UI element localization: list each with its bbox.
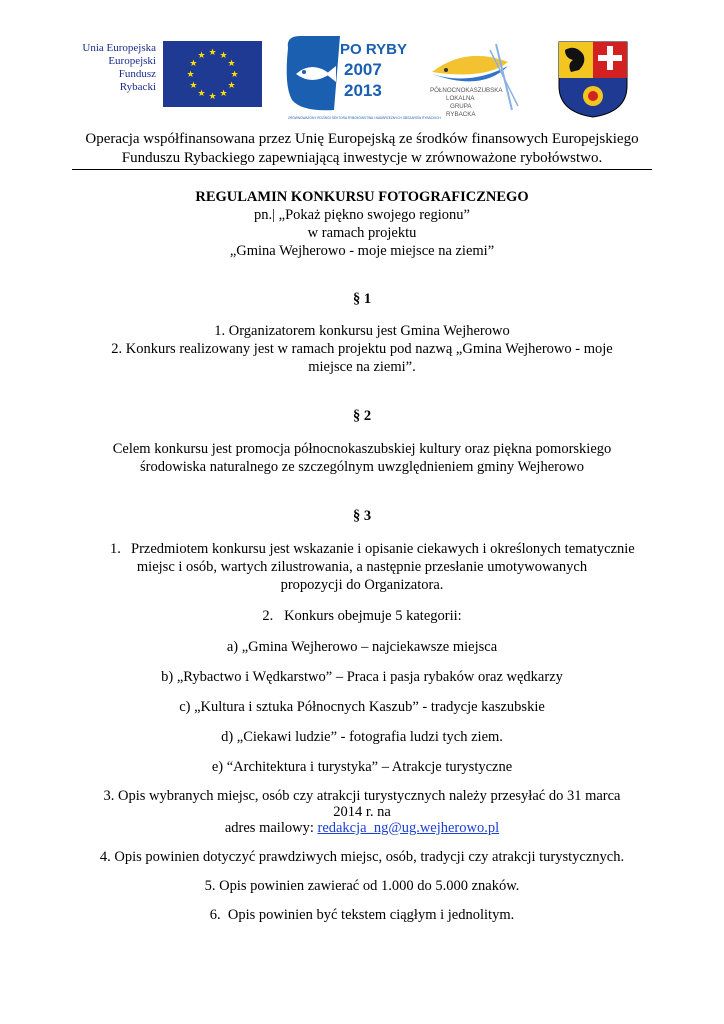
list-number: 1.	[110, 541, 121, 557]
section2-text: Celem konkursu jest promocja północnokaszubskiej kultury oraz piękna pomorskiego	[112, 441, 612, 457]
section1-item: 2. Konkurs realizowany jest w ramach projektu pod nazwą „Gmina Wejherowo - moje	[111, 341, 613, 357]
section1-item-cont: miejsce na ziemi”.	[308, 359, 416, 375]
poryby-title: PO RYBY	[340, 41, 407, 58]
star-icon: ★	[219, 49, 228, 60]
section1-item: 1. Organizatorem konkursu jest Gmina Wejherowo	[214, 323, 510, 339]
eu-fund-line: Unia Europejska	[82, 42, 156, 54]
section3-item-cont: propozycji do Organizatora.	[280, 577, 444, 593]
section-heading: § 1	[352, 291, 372, 307]
eu-fund-line: Europejski	[108, 55, 156, 67]
star-icon: ★	[208, 47, 217, 57]
star-icon: ★	[219, 88, 228, 99]
header-divider	[72, 169, 652, 170]
star-icon: ★	[227, 58, 236, 68]
lgr-logo	[426, 40, 522, 120]
project-name: „Gmina Wejherowo - moje miejsce na ziemi”	[229, 243, 495, 259]
section3-item-cont: 2014 r. na	[333, 804, 391, 820]
contest-name: pn.| „Pokaż piękno swojego regionu”	[254, 207, 470, 223]
star-icon: ★	[189, 80, 198, 90]
co-financing-line: Funduszu Rybackiego zapewniającą inwestycje w zrównoważone rybołówstwo.	[121, 150, 603, 166]
category-item: e) “Architektura i turystyka” – Atrakcje turystyczne	[211, 759, 513, 775]
lgr-line: GRUPA	[450, 103, 472, 110]
section3-item: 5. Opis powinien zawierać od 1.000 do 5.000 znaków.	[204, 878, 520, 894]
co-financing-note	[40, 130, 684, 168]
section3-item: 2. Konkurs obejmuje 5 kategorii:	[262, 608, 462, 624]
lgr-line: RYBACKA	[446, 111, 476, 118]
section3-item: 3. Opis wybranych miejsc, osób czy atrakcji turystycznych należy przesyłać do 31 marca	[103, 788, 621, 804]
category-item: d) „Ciekawi ludzie” - fotografia ludzi tych ziem.	[221, 729, 503, 745]
lgr-line: LOKALNA	[446, 95, 475, 102]
eu-fund-line: Fundusz	[118, 68, 156, 80]
star-icon: ★	[186, 69, 195, 79]
coat-of-arms-icon	[557, 40, 629, 118]
section-heading: § 3	[352, 508, 372, 524]
lgr-line: PÓŁNOCNOKASZUBSKA	[430, 87, 503, 94]
section3-item: Przedmiotem konkursu jest wskazanie i opisanie ciekawych i określonych tematycznie	[131, 541, 635, 557]
star-icon: ★	[189, 58, 198, 68]
category-item: c) „Kultura i sztuka Północnych Kaszub” - tradycje kaszubskie	[179, 699, 545, 715]
email-line	[40, 819, 684, 837]
email-prefix: adres mailowy:	[224, 820, 318, 836]
email-link[interactable]: redakcja_ng@ug.wejherowo.pl	[317, 820, 500, 836]
section3-item: 6. Opis powinien być tekstem ciągłym i jednolitym.	[209, 907, 515, 923]
star-icon: ★	[197, 49, 206, 60]
star-icon: ★	[208, 91, 217, 101]
poryby-logo	[282, 30, 441, 126]
star-icon: ★	[197, 88, 206, 99]
eu-flag-icon	[163, 41, 262, 107]
logo-row	[0, 30, 724, 126]
document-title: REGULAMIN KONKURSU FOTOGRAFICZNEGO	[195, 189, 529, 205]
section3-item: 4. Opis powinien dotyczyć prawdziwych miejsc, osób, tradycji czy atrakcji turystycznych.	[99, 849, 625, 865]
poryby-year-1: 2007	[344, 60, 382, 79]
section3-item-cont: miejsc i osób, wartych zilustrowania, a następnie przesłanie umotywowanych	[136, 559, 588, 575]
eu-fund-line: Rybacki	[119, 81, 156, 93]
project-intro: w ramach projektu	[307, 225, 417, 241]
star-icon: ★	[230, 69, 239, 79]
category-item: a) „Gmina Wejherowo – najciekawsze miejsca	[226, 639, 498, 655]
poryby-caption: ZRÓWNOWAŻONY ROZWÓJ SEKTORA RYBOŁÓWSTWA I NADBRZEŻNYCH OBSZARÓW RYBACKICH	[288, 116, 441, 120]
eu-fund-label	[76, 42, 156, 94]
section2-text: środowiska naturalnego ze szczególnym uwzględnieniem gminy Wejherowo	[140, 459, 584, 475]
category-item: b) „Rybactwo i Wędkarstwo” – Praca i pasja rybaków oraz wędkarzy	[161, 669, 563, 685]
co-financing-line: Operacja współfinansowana przez Unię Europejską ze środków finansowych Europejskiego	[85, 131, 639, 147]
poryby-year-2: 2013	[344, 81, 382, 100]
star-icon: ★	[227, 80, 236, 90]
section-heading: § 2	[352, 408, 372, 424]
